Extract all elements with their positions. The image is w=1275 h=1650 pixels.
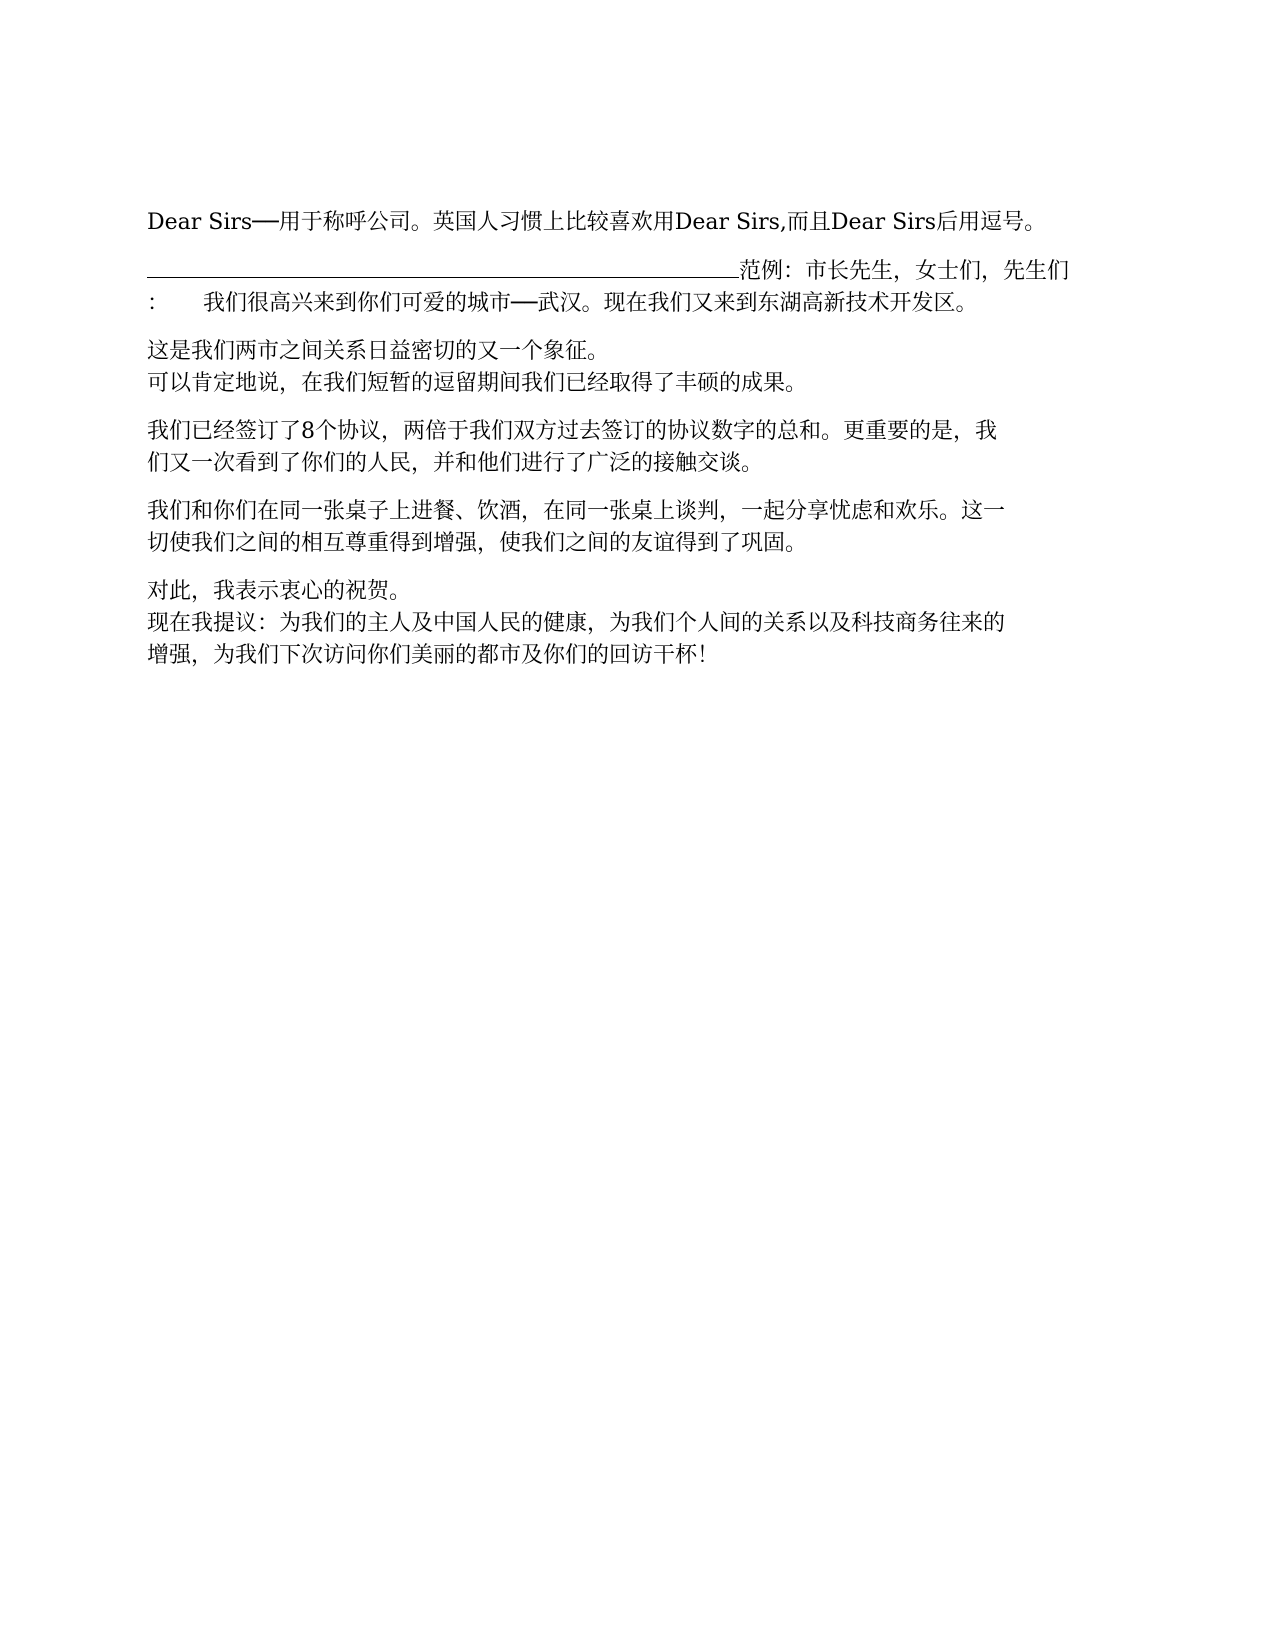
text-line: 这是我们两市之间关系日益密切的又一个象征。 xyxy=(147,339,610,364)
text-line: 切使我们之间的相互尊重得到增强，使我们之间的友谊得到了巩固。 xyxy=(147,531,808,556)
opening-sentence: 我们很高兴来到你们可爱的城市──武汉。现在我们又来到东湖高新技术开发区。 xyxy=(203,291,978,316)
text-line: 对此，我表示衷心的祝贺。 xyxy=(147,579,412,604)
paragraph-toast xyxy=(147,576,1127,672)
document-page xyxy=(147,207,1127,688)
text-line xyxy=(147,255,1127,288)
text-line xyxy=(147,288,1127,320)
text-line: Dear Sirs──用于称呼公司。英国人习惯上比较喜欢用Dear Sirs,而且Dear Sirs后用逗号。 xyxy=(147,210,1047,235)
example-label: 范例：市长先生，女士们，先生们 xyxy=(739,259,1070,284)
text-line: 们又一次看到了你们的人民，并和他们进行了广泛的接触交谈。 xyxy=(147,451,764,476)
paragraph-salutation-note xyxy=(147,207,1127,239)
paragraph-agreements xyxy=(147,416,1127,480)
paragraph-symbol xyxy=(147,336,1127,400)
text-line: 增强，为我们下次访问你们美丽的都市及你们的回访干杯！ xyxy=(147,643,720,668)
paragraph-example-opening xyxy=(147,255,1127,320)
blank-underline xyxy=(147,255,739,278)
text-line: 可以肯定地说，在我们短暂的逗留期间我们已经取得了丰硕的成果。 xyxy=(147,371,808,396)
text-line: 现在我提议：为我们的主人及中国人民的健康，为我们个人间的关系以及科技商务往来的 xyxy=(147,611,1006,636)
text-line: 我们已经签订了8个协议，两倍于我们双方过去签订的协议数字的总和。更重要的是，我 xyxy=(147,419,997,444)
paragraph-friendship xyxy=(147,496,1127,560)
colon-mark: ： xyxy=(147,291,170,316)
text-line: 我们和你们在同一张桌子上进餐、饮酒，在同一张桌上谈判，一起分享忧虑和欢乐。这一 xyxy=(147,499,1006,524)
